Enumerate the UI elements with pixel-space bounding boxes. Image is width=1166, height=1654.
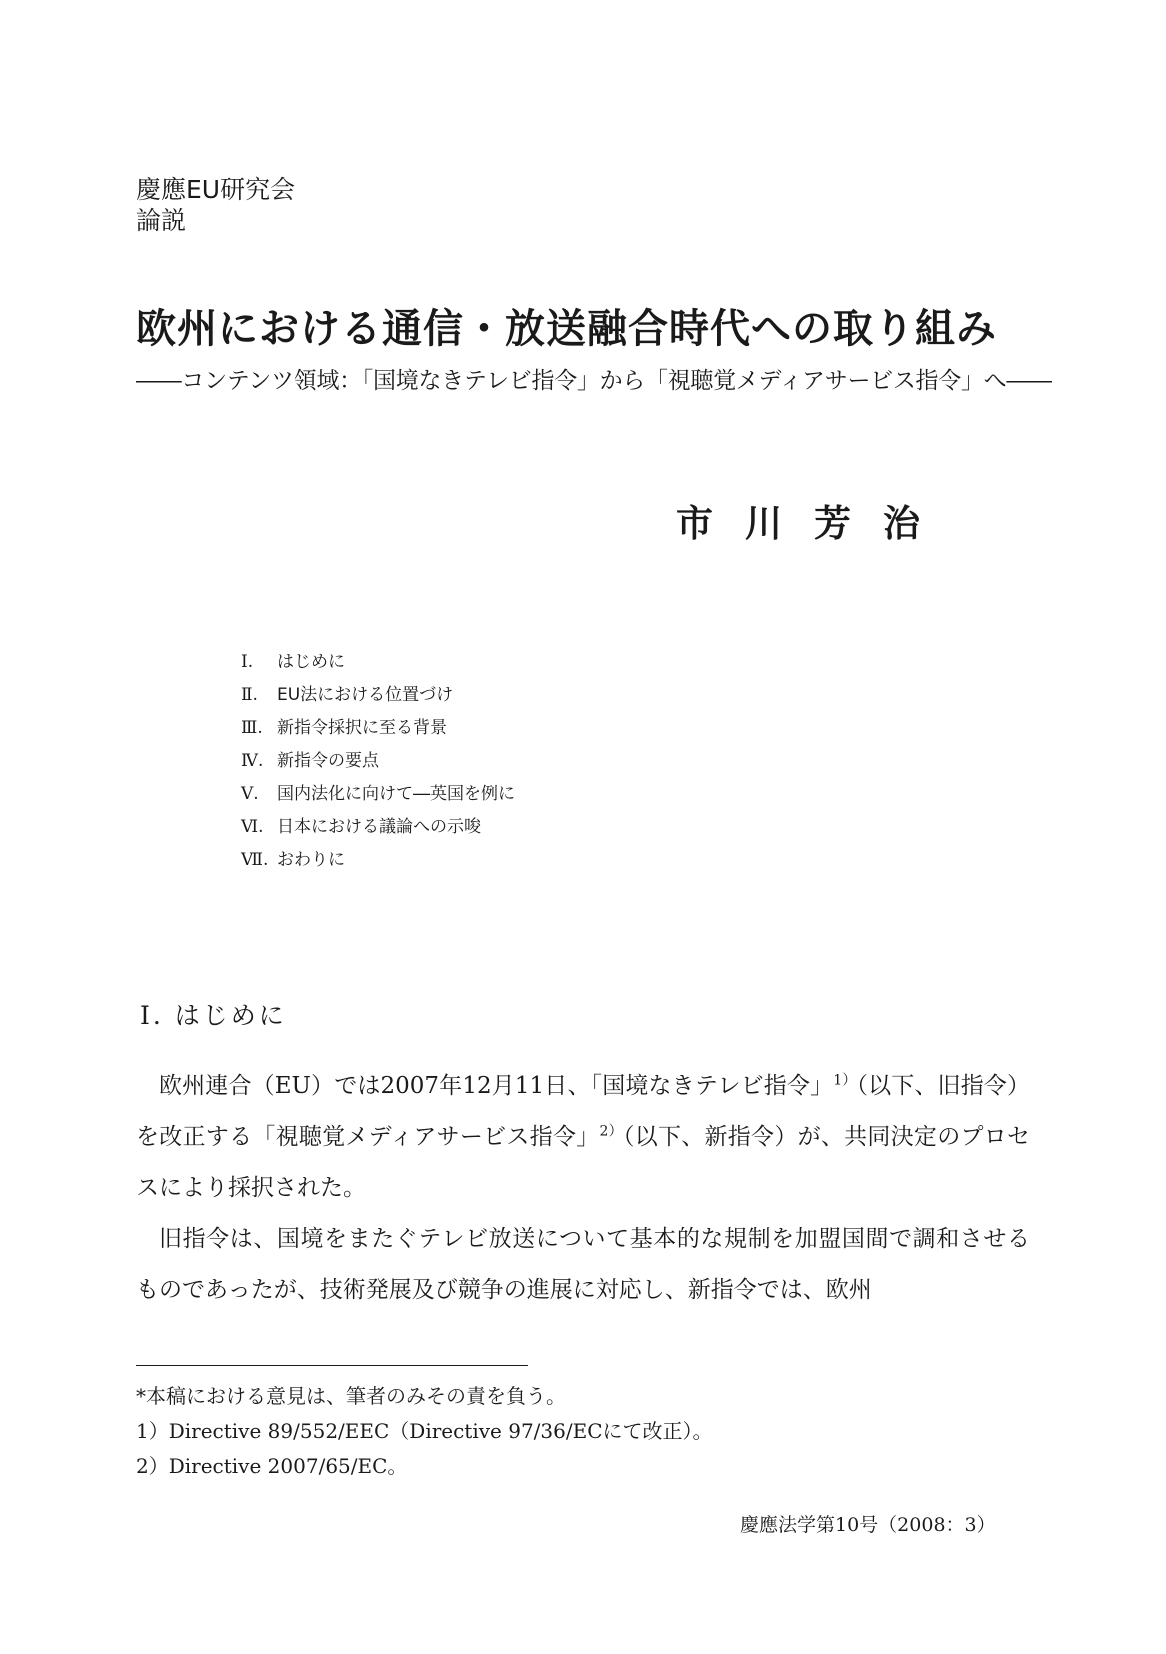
toc-number: Ⅰ. <box>241 652 254 672</box>
toc-item <box>241 745 515 778</box>
toc-number: Ⅵ. <box>241 817 264 837</box>
toc-item <box>241 778 515 811</box>
footnote-ref-2: 2） <box>599 1123 623 1140</box>
toc-label: 新指令の要点 <box>277 751 379 771</box>
toc-item <box>241 844 515 877</box>
footnote: 2）Directive 2007/65/EC。 <box>136 1454 408 1478</box>
toc-label: EU法における位置づけ <box>277 685 454 705</box>
footnote: *本稿における意見は、筆者のみその責を負う。 <box>136 1384 566 1408</box>
toc-label: はじめに <box>277 652 345 672</box>
article-title: 欧州における通信・放送融合時代への取り組み <box>136 305 997 352</box>
footnote: 1）Directive 89/552/EEC（Directive 97/36/ECにて改正）。 <box>136 1419 713 1443</box>
toc-number: Ⅳ. <box>241 751 264 771</box>
toc-label: 日本における議論への示唆 <box>277 817 481 837</box>
footnotes <box>136 1379 713 1484</box>
article-category: 論説 <box>136 206 187 235</box>
paragraph-1 <box>136 1061 1030 1214</box>
toc-number: Ⅱ. <box>241 685 258 705</box>
toc-number: Ⅴ. <box>241 784 259 804</box>
paragraph-text: （以下、新指令）が、共同決定のプロセスにより採択された。 <box>136 1124 1030 1201</box>
toc-label: 新指令採択に至る背景 <box>277 718 447 738</box>
body-text <box>136 1061 1030 1316</box>
paragraph-2: 旧指令は、国境をまたぐテレビ放送について基本的な規制を加盟国間で調和させるものであったが、技術発展及び競争の進展に対応し、新指令では、欧州 <box>136 1226 1030 1303</box>
toc-number: Ⅶ. <box>241 850 269 870</box>
toc-label: 国内法化に向けて―英国を例に <box>277 784 515 804</box>
paragraph-text: 欧州連合（EU）では2007年12月11日、「国境なきテレビ指令」 <box>159 1073 834 1099</box>
society-name: 慶應EU研究会 <box>136 175 296 204</box>
toc-number: Ⅲ. <box>241 718 263 738</box>
footnote-divider <box>136 1365 528 1366</box>
footnote-ref-1: 1） <box>833 1072 857 1089</box>
toc-item <box>241 712 515 745</box>
toc-item <box>241 679 515 712</box>
toc-item <box>241 646 515 679</box>
journal-citation: 慶應法学第10号（2008：3） <box>740 1514 996 1536</box>
society-header <box>136 174 295 236</box>
paragraph-text: （以下、旧指令）を改正する「視聴覚メディアサービス指令」 <box>136 1073 1030 1150</box>
section-heading: Ⅰ. はじめに <box>140 1001 287 1030</box>
toc-label: おわりに <box>277 850 345 870</box>
toc-item <box>241 811 515 844</box>
author-name: 市川芳治 <box>676 501 952 545</box>
article-subtitle: ――コンテンツ領域：「国境なきテレビ指令」から「視聴覚メディアサービス指令」へ―― <box>136 368 1052 394</box>
table-of-contents <box>241 646 515 877</box>
